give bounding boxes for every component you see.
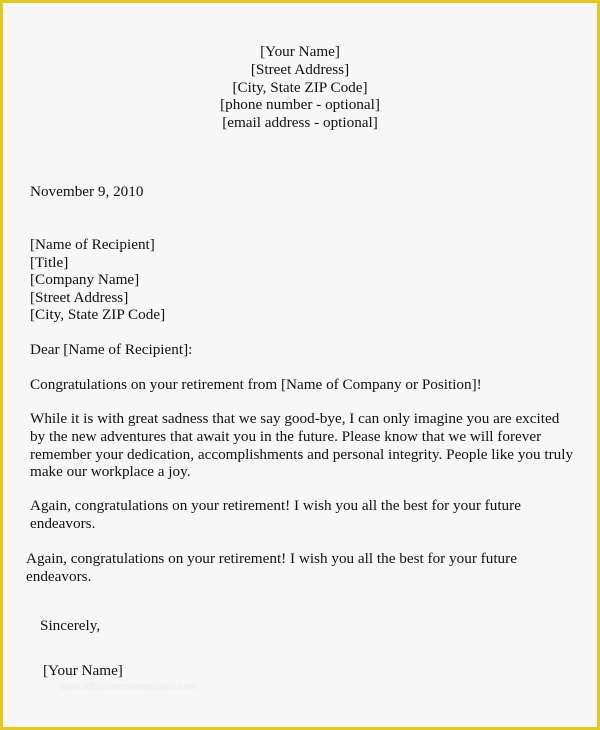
paragraph-line: endeavors. bbox=[26, 568, 92, 585]
paragraph-line: by the new adventures that await you in the future. Please know that we will forever bbox=[30, 428, 542, 445]
sender-email: [email address - optional] bbox=[222, 114, 378, 131]
sender-city-state-zip: [City, State ZIP Code] bbox=[232, 79, 368, 96]
sender-phone: [phone number - optional] bbox=[220, 96, 380, 113]
salutation: Dear [Name of Recipient]: bbox=[30, 341, 193, 358]
recipient-name: [Name of Recipient] bbox=[30, 236, 155, 253]
paragraph-line: Again, congratulations on your retirement! I wish you all the best for your future bbox=[30, 497, 521, 514]
sender-name: [Your Name] bbox=[260, 43, 340, 60]
sender-street: [Street Address] bbox=[250, 61, 350, 78]
recipient-title: [Title] bbox=[30, 254, 69, 271]
paragraph-line: Again, congratulations on your retirement! I wish you all the best for your future bbox=[26, 550, 517, 567]
paragraph-line: make our workplace a joy. bbox=[30, 463, 191, 480]
recipient-street: [Street Address] bbox=[30, 289, 129, 306]
paragraph-congratulations: Congratulations on your retirement from [Name of Company or Position]! bbox=[30, 376, 482, 393]
letter-page bbox=[3, 3, 597, 727]
paragraph-line: endeavors. bbox=[30, 515, 96, 532]
paragraph-line: remember your dedication, accomplishments and personal integrity. People like you truly bbox=[30, 446, 574, 463]
watermark: www.allbusinesstemplates.com bbox=[59, 682, 198, 693]
recipient-city-state-zip: [City, State ZIP Code] bbox=[30, 306, 166, 323]
closing: Sincerely, bbox=[40, 617, 101, 634]
signature-name: [Your Name] bbox=[43, 662, 123, 679]
paragraph-line: While it is with great sadness that we say good-bye, I can only imagine you are excited bbox=[30, 410, 560, 427]
recipient-company: [Company Name] bbox=[30, 271, 140, 288]
letter-date: November 9, 2010 bbox=[30, 183, 144, 200]
